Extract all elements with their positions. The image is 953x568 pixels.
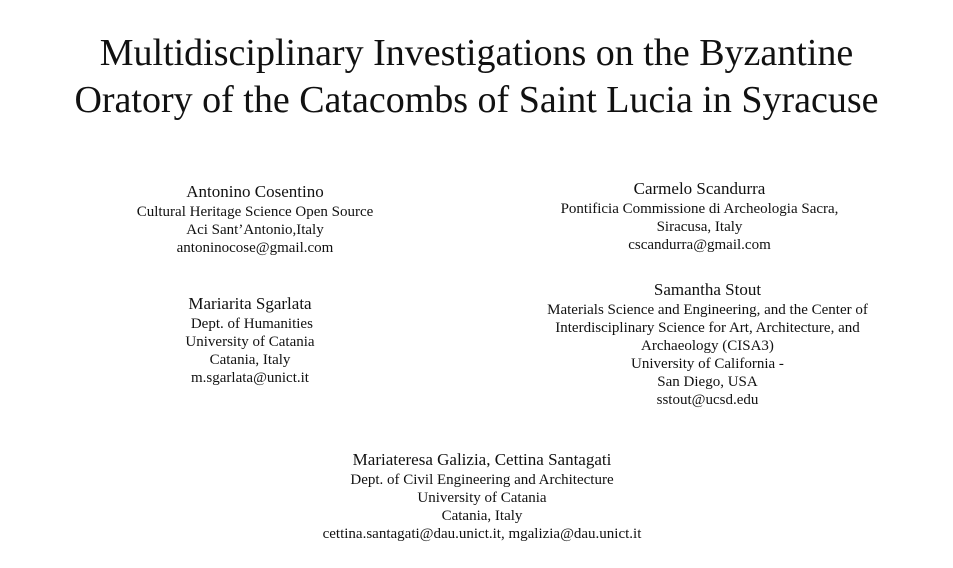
affiliation-line: University of Catania bbox=[417, 490, 547, 506]
author-name: Carmelo Scandurra bbox=[633, 179, 766, 198]
author-affiliation bbox=[527, 200, 872, 254]
author-email: cettina.santagati@dau.unict.it, mgalizia@dau.unict.it bbox=[322, 526, 642, 542]
affiliation-line: Interdisciplinary Science for Art, Architecture, and bbox=[555, 320, 860, 336]
affiliation-line: Dept. of Civil Engineering and Architecture bbox=[350, 472, 614, 488]
affiliation-line: Cultural Heritage Science Open Source bbox=[136, 204, 374, 220]
author-block-cosentino bbox=[110, 181, 400, 257]
affiliation-line: University of California - bbox=[631, 356, 784, 372]
affiliation-line: University of Catania bbox=[185, 334, 315, 350]
author-block-sgarlata bbox=[160, 293, 340, 387]
affiliation-line: Pontificia Commissione di Archeologia Sacra, bbox=[560, 201, 839, 217]
author-block-stout bbox=[515, 279, 900, 409]
affiliation-line: Siracusa, Italy bbox=[656, 219, 743, 235]
author-affiliation bbox=[515, 301, 900, 409]
affiliation-line: Catania, Italy bbox=[441, 508, 523, 524]
author-block-galizia-santagati bbox=[286, 449, 678, 543]
affiliation-line: Archaeology (CISA3) bbox=[641, 338, 774, 354]
author-name: Antonino Cosentino bbox=[186, 182, 324, 201]
author-name: Mariateresa Galizia, Cettina Santagati bbox=[352, 450, 612, 469]
author-block-scandurra bbox=[527, 178, 872, 254]
author-email: cscandurra@gmail.com bbox=[628, 237, 771, 253]
affiliation-line: Catania, Italy bbox=[209, 352, 291, 368]
author-affiliation bbox=[160, 315, 340, 387]
affiliation-line: Aci Sant’Antonio,Italy bbox=[186, 222, 324, 238]
affiliation-line: Materials Science and Engineering, and the Center of bbox=[547, 302, 868, 318]
author-email: sstout@ucsd.edu bbox=[656, 392, 759, 408]
author-affiliation bbox=[110, 203, 400, 257]
author-email: m.sgarlata@unict.it bbox=[191, 370, 309, 386]
author-name: Mariarita Sgarlata bbox=[188, 294, 312, 313]
author-email: antoninocose@gmail.com bbox=[176, 240, 334, 256]
affiliation-line: Dept. of Humanities bbox=[187, 316, 313, 332]
title-line-2: Oratory of the Catacombs of Saint Lucia in Syracuse bbox=[74, 79, 879, 121]
title-line-1: Multidisciplinary Investigations on the Byzantine bbox=[99, 32, 854, 74]
author-affiliation bbox=[286, 471, 678, 543]
author-name: Samantha Stout bbox=[653, 280, 762, 299]
paper-title bbox=[0, 30, 953, 124]
affiliation-line: San Diego, USA bbox=[657, 374, 758, 390]
